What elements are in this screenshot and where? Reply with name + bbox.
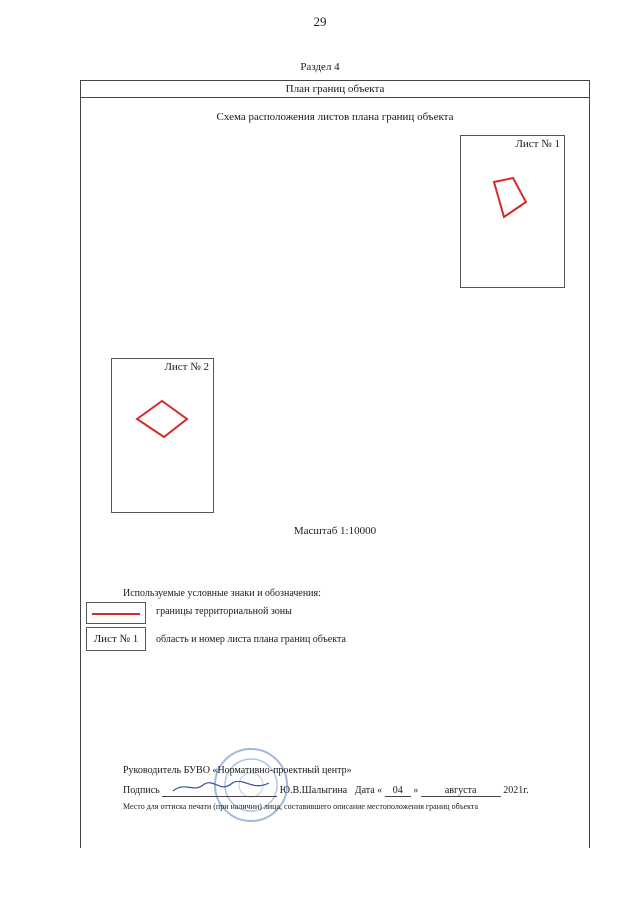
footer-head-line: Руководитель БУВО «Нормативно-проектный центр» xyxy=(123,765,352,776)
signer-name: Ю.В.Шалыгина xyxy=(279,785,348,796)
sheet-2-label: Лист № 2 xyxy=(164,361,209,373)
scheme-title: Схема расположения листов плана границ объекта xyxy=(216,111,454,123)
date-quote-close: » xyxy=(413,785,419,796)
legend-sheet-symbol: Лист № 1 xyxy=(86,627,146,651)
page-number: 29 xyxy=(313,14,327,29)
date-label: Дата « xyxy=(354,785,383,796)
sheet-1-label: Лист № 1 xyxy=(515,138,560,150)
date-year: 2021г. xyxy=(503,785,529,796)
signature-field xyxy=(162,781,277,797)
legend-title: Используемые условные знаки и обозначения: xyxy=(123,588,321,599)
scale-label: Масштаб 1:10000 xyxy=(293,525,377,537)
stamp-note: Место для оттиска печати (при наличии) лица, составившего описание местоположения границ объекта xyxy=(123,802,479,811)
legend-boundary-symbol xyxy=(86,602,146,624)
section-label: Раздел 4 xyxy=(300,61,340,73)
boundary-polygon-sheet-2 xyxy=(112,359,215,514)
boundary-polygon-sheet-1 xyxy=(461,136,566,289)
date-month: августа xyxy=(421,786,501,797)
signature-label: Подпись xyxy=(123,785,160,796)
sheet-2-box xyxy=(111,358,214,513)
plan-frame xyxy=(80,80,590,848)
date-day: 04 xyxy=(385,786,411,797)
plan-title: План границ объекта xyxy=(81,81,589,98)
legend-sheet-text: область и номер листа плана границ объекта xyxy=(156,634,346,645)
sheet-1-box xyxy=(460,135,565,288)
handwritten-signature-icon xyxy=(165,781,275,793)
legend-boundary-text: границы территориальной зоны xyxy=(156,606,292,617)
footer-signature-line xyxy=(123,781,529,797)
